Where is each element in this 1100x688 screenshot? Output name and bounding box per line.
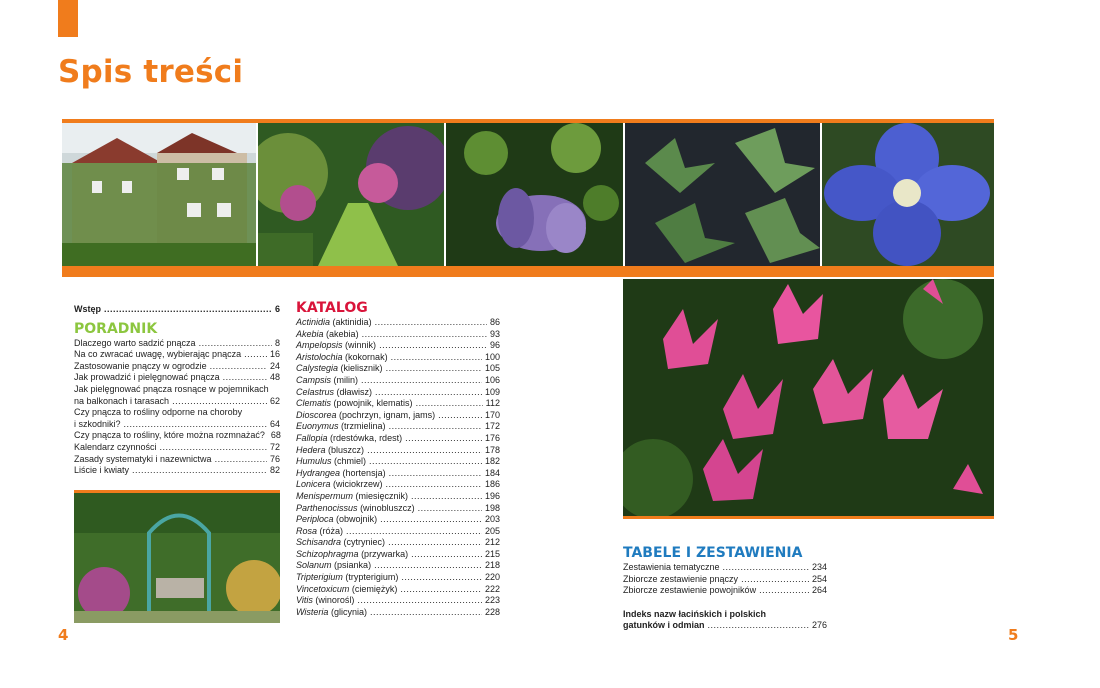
latin-name: Clematis: [296, 398, 332, 409]
common-name: (psianka): [334, 560, 372, 571]
toc-entry: [74, 372, 280, 384]
akebia-photo: [446, 123, 623, 266]
entry-page: 184: [484, 467, 500, 478]
entry-title: Zbiorcze zestawienie powojników: [623, 585, 757, 596]
common-name: (chmiel): [334, 456, 367, 467]
common-name: (winnik): [345, 340, 377, 351]
latin-name: Periploca: [296, 514, 334, 525]
common-name: (aktinidia): [332, 317, 372, 327]
dot-leader: [367, 445, 482, 457]
dot-leader: [380, 514, 482, 526]
toc-entry-index-line1: Indeks nazw łacińskich i polskich: [623, 608, 767, 619]
toc-entry: [74, 361, 280, 373]
corner-tab: [58, 0, 78, 37]
toc-entry: [74, 419, 280, 431]
latin-name: Lonicera: [296, 479, 331, 490]
section-heading-poradnik: PORADNIK: [74, 320, 158, 337]
entry-title: [296, 595, 354, 607]
toc-entry: [623, 562, 827, 574]
latin-name: Calystegia: [296, 363, 339, 374]
entry-page: 24: [269, 360, 280, 371]
entry-page: 64: [269, 418, 280, 429]
toc-entry: [74, 465, 280, 477]
common-name: (rdestówka, rdest): [330, 432, 403, 443]
toc-entry: [296, 410, 500, 422]
entry-title: [296, 479, 383, 491]
common-name: (trzmielina): [341, 421, 386, 432]
dot-leader: [389, 468, 482, 480]
dot-leader: [400, 584, 482, 596]
dot-leader: [369, 456, 482, 468]
entry-title: [296, 363, 383, 375]
entry-page: 176: [484, 432, 500, 443]
entry-title: [296, 514, 377, 526]
dot-leader: [416, 398, 483, 410]
common-name: (przywarka): [361, 548, 409, 559]
entry-title: [296, 352, 388, 364]
toc-entry: [296, 549, 500, 561]
garden-arbour-photo: [74, 490, 280, 623]
entry-title: Jak pielęgnować pnącza rosnące w pojemnikach: [74, 383, 269, 394]
entry-title: [296, 572, 398, 584]
entry-page: 186: [484, 479, 500, 490]
common-name: (trypterigium): [345, 572, 399, 583]
latin-name: Campsis: [296, 374, 332, 385]
entry-title: [296, 584, 397, 596]
entry-page: 178: [484, 444, 500, 455]
entry-page: 215: [484, 548, 500, 559]
entry-page: 170: [484, 409, 500, 420]
latin-name: Fallopia: [296, 432, 328, 443]
entry-title: Zasady systematyki i nazewnictwa: [74, 453, 212, 464]
entry-page: 96: [489, 340, 500, 351]
dot-leader: [215, 454, 267, 466]
entry-page: 82: [269, 465, 280, 476]
entry-title: [296, 421, 386, 433]
common-name: (winorośl): [315, 595, 355, 606]
dot-leader: [272, 384, 277, 396]
entry-page: 234: [811, 562, 827, 572]
toc-entry: [296, 514, 500, 526]
entry-title: [296, 387, 372, 399]
entry-title: na balkonach i tarasach: [74, 395, 170, 406]
entry-title: Zestawienia tematyczne: [623, 562, 720, 572]
toc-right: [623, 544, 827, 632]
entry-page: 198: [484, 502, 500, 513]
section-heading-katalog: KATALOG: [296, 300, 368, 316]
dot-leader: [223, 372, 267, 384]
entry-page: 112: [485, 398, 500, 409]
common-name: (akebia): [326, 328, 359, 339]
toc-entry: [296, 607, 500, 619]
entry-page: 218: [484, 560, 500, 571]
latin-name: Hedera: [296, 444, 326, 455]
dot-leader: [386, 363, 482, 375]
entry-page: 68: [270, 430, 281, 441]
toc-entry: [296, 503, 500, 515]
latin-name: Parthenocissus: [296, 502, 358, 513]
page-title: Spis treści: [58, 54, 244, 90]
entry-title: [296, 317, 372, 329]
latin-name: Vincetoxicum: [296, 583, 350, 594]
clematis-blue-photo: [822, 123, 994, 266]
entry-page: 205: [484, 525, 500, 536]
dot-leader: [401, 572, 482, 584]
common-name: (glicynia): [330, 606, 367, 617]
entry-title: [296, 340, 376, 352]
dot-leader: [244, 349, 267, 361]
dot-leader: [375, 387, 482, 399]
common-name: (milin): [333, 374, 359, 385]
toc-entry: [296, 340, 500, 352]
latin-name: Rosa: [296, 525, 318, 536]
entry-page: 220: [484, 572, 500, 583]
entry-page: 212: [484, 537, 500, 548]
dot-leader: [172, 396, 267, 408]
latin-name: Actinidia: [296, 317, 331, 327]
entry-page: 203: [484, 514, 500, 525]
entry-title: Zastosowanie pnączy w ogrodzie: [74, 360, 207, 371]
toc-entry: [296, 479, 500, 491]
entry-page: 48: [269, 372, 280, 383]
entry-title: [296, 549, 408, 561]
entry-title: [296, 491, 408, 503]
entry-title: Dlaczego warto sadzić pnącza: [74, 337, 196, 348]
common-name: (kokornak): [345, 351, 388, 362]
latin-name: Schisandra: [296, 537, 342, 548]
entry-title: [296, 468, 386, 480]
page-number-right: 5: [1008, 626, 1019, 644]
toc-entry: [74, 454, 280, 466]
dot-leader: [405, 433, 482, 445]
entry-page: 228: [484, 606, 500, 617]
toc-entry: [296, 421, 500, 433]
entry-page: 254: [811, 573, 827, 584]
entry-page: 264: [811, 585, 827, 596]
dot-leader: [199, 338, 272, 350]
dot-leader: [388, 537, 482, 549]
entry-page: 93: [489, 328, 500, 339]
dot-leader: [370, 607, 482, 619]
toc-left: [74, 304, 280, 477]
toc-entry: [74, 349, 280, 361]
common-name: (pochrzyn, ignam, jams): [339, 409, 436, 420]
dot-leader: [357, 595, 482, 607]
toc-entry: [74, 430, 280, 442]
toc-entry: [74, 396, 280, 408]
entry-page: 72: [269, 441, 280, 452]
entry-title: [296, 445, 364, 457]
dot-leader: [124, 419, 267, 431]
house-photo: [62, 123, 256, 266]
toc-entry: [74, 338, 280, 350]
toc-entry: [296, 595, 500, 607]
common-name: (bluszcz): [328, 444, 365, 455]
toc-entry: [296, 584, 500, 596]
entry-page: 182: [484, 456, 500, 467]
dot-leader: [132, 465, 267, 477]
latin-name: Celastrus: [296, 386, 335, 397]
common-name: (ciemiężyk): [351, 583, 398, 594]
dot-leader: [362, 329, 487, 341]
toc-entry: [296, 375, 500, 387]
entry-title: Liście i kwiaty: [74, 465, 130, 476]
latin-name: Solanum: [296, 560, 332, 571]
toc-entry: [296, 317, 500, 329]
toc-entry: [296, 363, 500, 375]
entry-page: 100: [484, 351, 500, 362]
page-number-left: 4: [58, 626, 69, 644]
entry-title: Kalendarz czynności: [74, 441, 157, 452]
toc-entry: [296, 445, 500, 457]
entry-title: [296, 456, 366, 468]
latin-name: Tripterigium: [296, 572, 343, 583]
dot-leader: [210, 361, 267, 373]
dot-leader: [160, 442, 267, 454]
latin-name: Hydrangea: [296, 467, 341, 478]
latin-name: Dioscorea: [296, 409, 337, 420]
section-heading-tabele: TABELE I ZESTAWIENIA: [623, 545, 803, 561]
entry-title: Czy pnącza to rośliny odporne na choroby: [74, 407, 243, 418]
common-name: (powojnik, klematis): [333, 398, 413, 409]
common-name: (kielisznik): [340, 363, 383, 374]
toc-entry: [296, 537, 500, 549]
dot-leader: [411, 491, 482, 503]
entry-page: 105: [484, 363, 500, 374]
dot-leader: [379, 340, 487, 352]
latin-name: Ampelopsis: [296, 340, 343, 351]
common-name: (róża): [319, 525, 344, 536]
entry-title: Na co zwracać uwagę, wybierając pnącza: [74, 349, 242, 360]
latin-name: Schizophragma: [296, 548, 359, 559]
toc-entry-index: gatunków i odmian ..... 276: [623, 620, 827, 632]
common-name: (wiciokrzew): [333, 479, 383, 490]
toc-middle: [296, 299, 500, 618]
entry-page: 106: [484, 374, 500, 385]
dot-leader: [391, 352, 482, 364]
toc-entry: [296, 456, 500, 468]
toc-entry: [296, 526, 500, 538]
garden-path-photo: [258, 123, 444, 266]
latin-name: Aristolochia: [296, 351, 343, 362]
toc-entry: [623, 574, 827, 586]
entry-title: i szkodniki?: [74, 418, 121, 429]
entry-title: [296, 503, 415, 515]
dot-leader: [438, 410, 482, 422]
dot-leader: [723, 562, 809, 574]
toc-entry: [296, 468, 500, 480]
toc-entry: [296, 352, 500, 364]
toc-entry: [74, 442, 280, 454]
bottom-strip-bar: [62, 266, 994, 277]
entry-page: 223: [484, 595, 500, 606]
common-name: (obwojnik): [336, 514, 378, 525]
toc-entry: [296, 433, 500, 445]
entry-page: 109: [484, 386, 500, 397]
dot-leader: [386, 479, 482, 491]
dot-leader: [759, 585, 809, 597]
toc-entry: [296, 398, 500, 410]
entry-title: [296, 433, 402, 445]
entry-title: [296, 375, 358, 387]
entry-title: Zbiorcze zestawienie pnączy: [623, 573, 739, 584]
pink-clematis-photo: [623, 279, 994, 519]
dot-leader: [361, 375, 482, 387]
dot-leader: [375, 317, 487, 329]
entry-page: 76: [269, 453, 280, 464]
dot-leader: [418, 503, 482, 515]
entry-page: 8: [274, 337, 280, 348]
latin-name: Humulus: [296, 456, 332, 467]
dot-leader: [374, 560, 482, 572]
ivy-photo: [625, 123, 820, 266]
dot-leader: [346, 526, 482, 538]
toc-entry-intro: Wstęp ..... 6: [74, 304, 280, 316]
dot-leader: [741, 574, 809, 586]
entry-page: 16: [269, 349, 280, 360]
toc-entry: [296, 387, 500, 399]
entry-title: Czy pnącza to rośliny, które można rozmnażać?: [74, 430, 265, 441]
entry-page: 62: [269, 395, 280, 406]
toc-entry: [296, 329, 500, 341]
entry-page: 222: [484, 583, 500, 594]
entry-title: [296, 410, 435, 422]
entry-title: [296, 537, 385, 549]
toc-entry: [623, 585, 827, 597]
common-name: (miesięcznik): [355, 490, 409, 501]
toc-entry: [296, 491, 500, 503]
toc-entry: [74, 407, 280, 419]
dot-leader: [245, 407, 277, 419]
entry-title: [296, 526, 343, 538]
entry-title: Jak prowadzić i pielęgnować pnącza: [74, 372, 220, 383]
common-name: (dławisz): [336, 386, 373, 397]
common-name: (cytryniec): [343, 537, 386, 548]
dot-leader: [411, 549, 482, 561]
entry-title: [296, 398, 413, 410]
entry-page: 172: [484, 421, 500, 432]
toc-entry: [296, 572, 500, 584]
common-name: (hortensja): [342, 467, 386, 478]
entry-title: [296, 329, 359, 341]
latin-name: Menispermum: [296, 490, 354, 501]
dot-leader: [389, 421, 482, 433]
entry-title: [296, 560, 371, 572]
common-name: (winobluszcz): [360, 502, 415, 513]
entry-page: 86: [489, 317, 500, 327]
latin-name: Wisteria: [296, 606, 329, 617]
toc-entry: [296, 560, 500, 572]
latin-name: Vitis: [296, 595, 313, 606]
latin-name: Akebia: [296, 328, 324, 339]
entry-page: 196: [484, 490, 500, 501]
toc-entry: [74, 384, 280, 396]
latin-name: Euonymus: [296, 421, 339, 432]
entry-title: [296, 607, 367, 619]
